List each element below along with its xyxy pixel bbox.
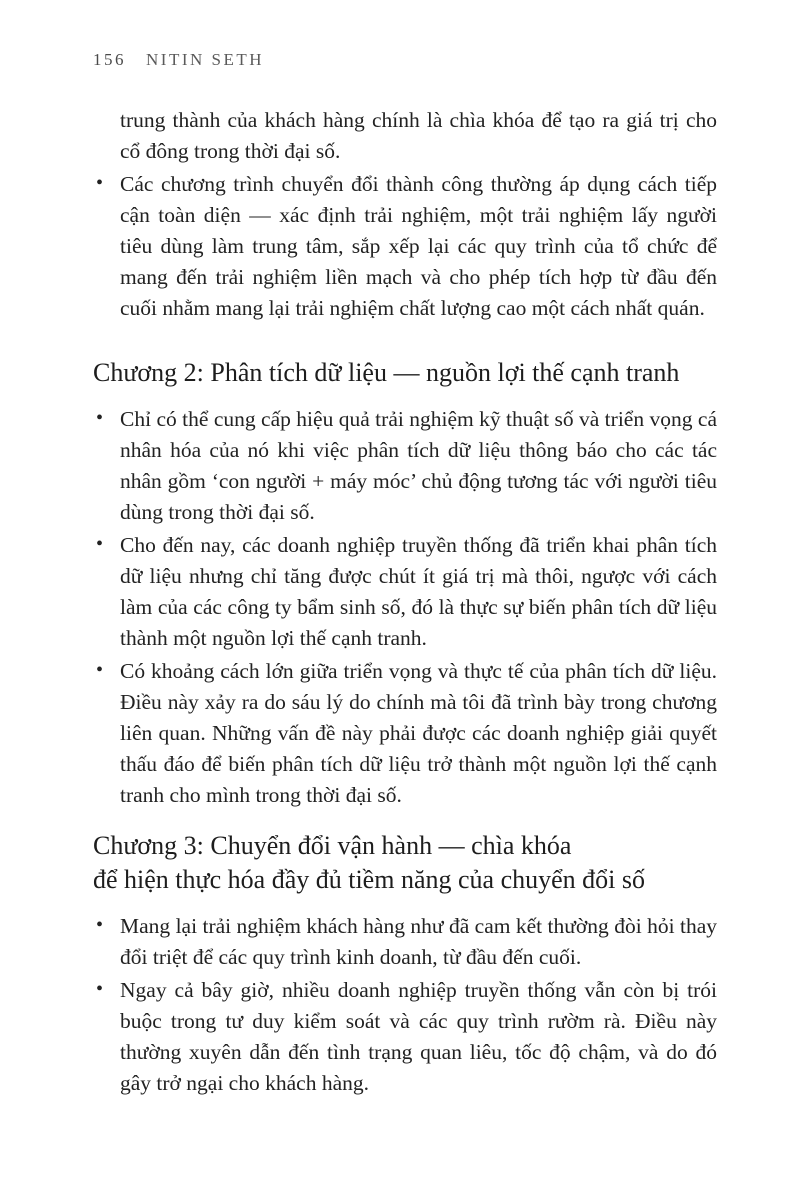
chapter-3-heading <box>93 829 729 897</box>
chapter-2-heading: Chương 2: Phân tích dữ liệu — nguồn lợi thế cạnh tranh <box>93 358 680 387</box>
page-header <box>93 50 264 70</box>
page-body <box>0 105 809 1099</box>
bullet-icon: • <box>96 172 104 194</box>
intro-continuation-paragraph: trung thành của khách hàng chính là chìa khóa để tạo ra giá trị cho cổ đông trong thời đại số. <box>120 108 717 163</box>
list-item-text: Có khoảng cách lớn giữa triển vọng và thực tế của phân tích dữ liệu. Điều này xảy ra do sáu lý do chính mà tôi đã trình bày trong chương liên quan. Những vấn đề này phải được các doanh nghiệp giải quyết thấu đáo để biến phân tích dữ liệu trở thành một nguồn lợi thế cạnh tranh cho mình trong thời đại số. <box>120 659 717 807</box>
bullet-icon: • <box>96 914 104 936</box>
bullet-icon: • <box>96 533 104 555</box>
list-item <box>96 169 717 324</box>
list-item-text: Chỉ có thể cung cấp hiệu quả trải nghiệm kỹ thuật số và triển vọng cá nhân hóa của nó khi việc phân tích dữ liệu thông báo cho các tác nhân gồm ‘con người + máy móc’ chủ động tương tác với người tiêu dùng trong thời đại số. <box>120 407 717 524</box>
chapter-3-bullet-list <box>0 911 809 1099</box>
list-item-text: Cho đến nay, các doanh nghiệp truyền thống đã triển khai phân tích dữ liệu nhưng chỉ tăng được chút ít giá trị mà thôi, ngược với cách làm của các công ty bẩm sinh số, đó là thực sự biến phân tích dữ liệu thành một nguồn lợi thế cạnh tranh. <box>120 533 717 650</box>
list-item <box>96 530 717 654</box>
list-item-text: Các chương trình chuyển đổi thành công thường áp dụng cách tiếp cận toàn diện — xác định trải nghiệm, một trải nghiệm lấy người tiêu dùng làm trung tâm, sắp xếp lại các quy trình của tổ chức để mang đến trải nghiệm liền mạch và cho phép tích hợp từ đầu đến cuối nhằm mang lại trải nghiệm chất lượng cao một cách nhất quán. <box>120 172 717 320</box>
intro-bullet-list <box>0 169 809 324</box>
running-head: NITIN SETH <box>146 50 265 69</box>
chapter-2-bullet-list <box>0 404 809 811</box>
list-item <box>96 404 717 528</box>
list-item <box>96 911 717 973</box>
bullet-icon: • <box>96 659 104 681</box>
chapter-3-heading-line-2: để hiện thực hóa đầy đủ tiềm năng của chuyển đổi số <box>93 865 645 894</box>
list-item-text: Ngay cả bây giờ, nhiều doanh nghiệp truyền thống vẫn còn bị trói buộc trong tư duy kiểm soát và các quy trình rườm rà. Điều này thường xuyên dẫn đến tình trạng quan liêu, tốc độ chậm, và do đó gây trở ngại cho khách hàng. <box>120 978 717 1095</box>
chapter-3-heading-line-1: Chương 3: Chuyển đổi vận hành — chìa khóa <box>93 831 572 860</box>
list-item <box>96 975 717 1099</box>
list-item <box>96 656 717 811</box>
list-item-text: Mang lại trải nghiệm khách hàng như đã cam kết thường đòi hỏi thay đổi triệt để các quy trình kinh doanh, từ đầu đến cuối. <box>120 914 717 969</box>
bullet-icon: • <box>96 407 104 429</box>
bullet-icon: • <box>96 978 104 1000</box>
page-number: 156 <box>93 50 126 69</box>
